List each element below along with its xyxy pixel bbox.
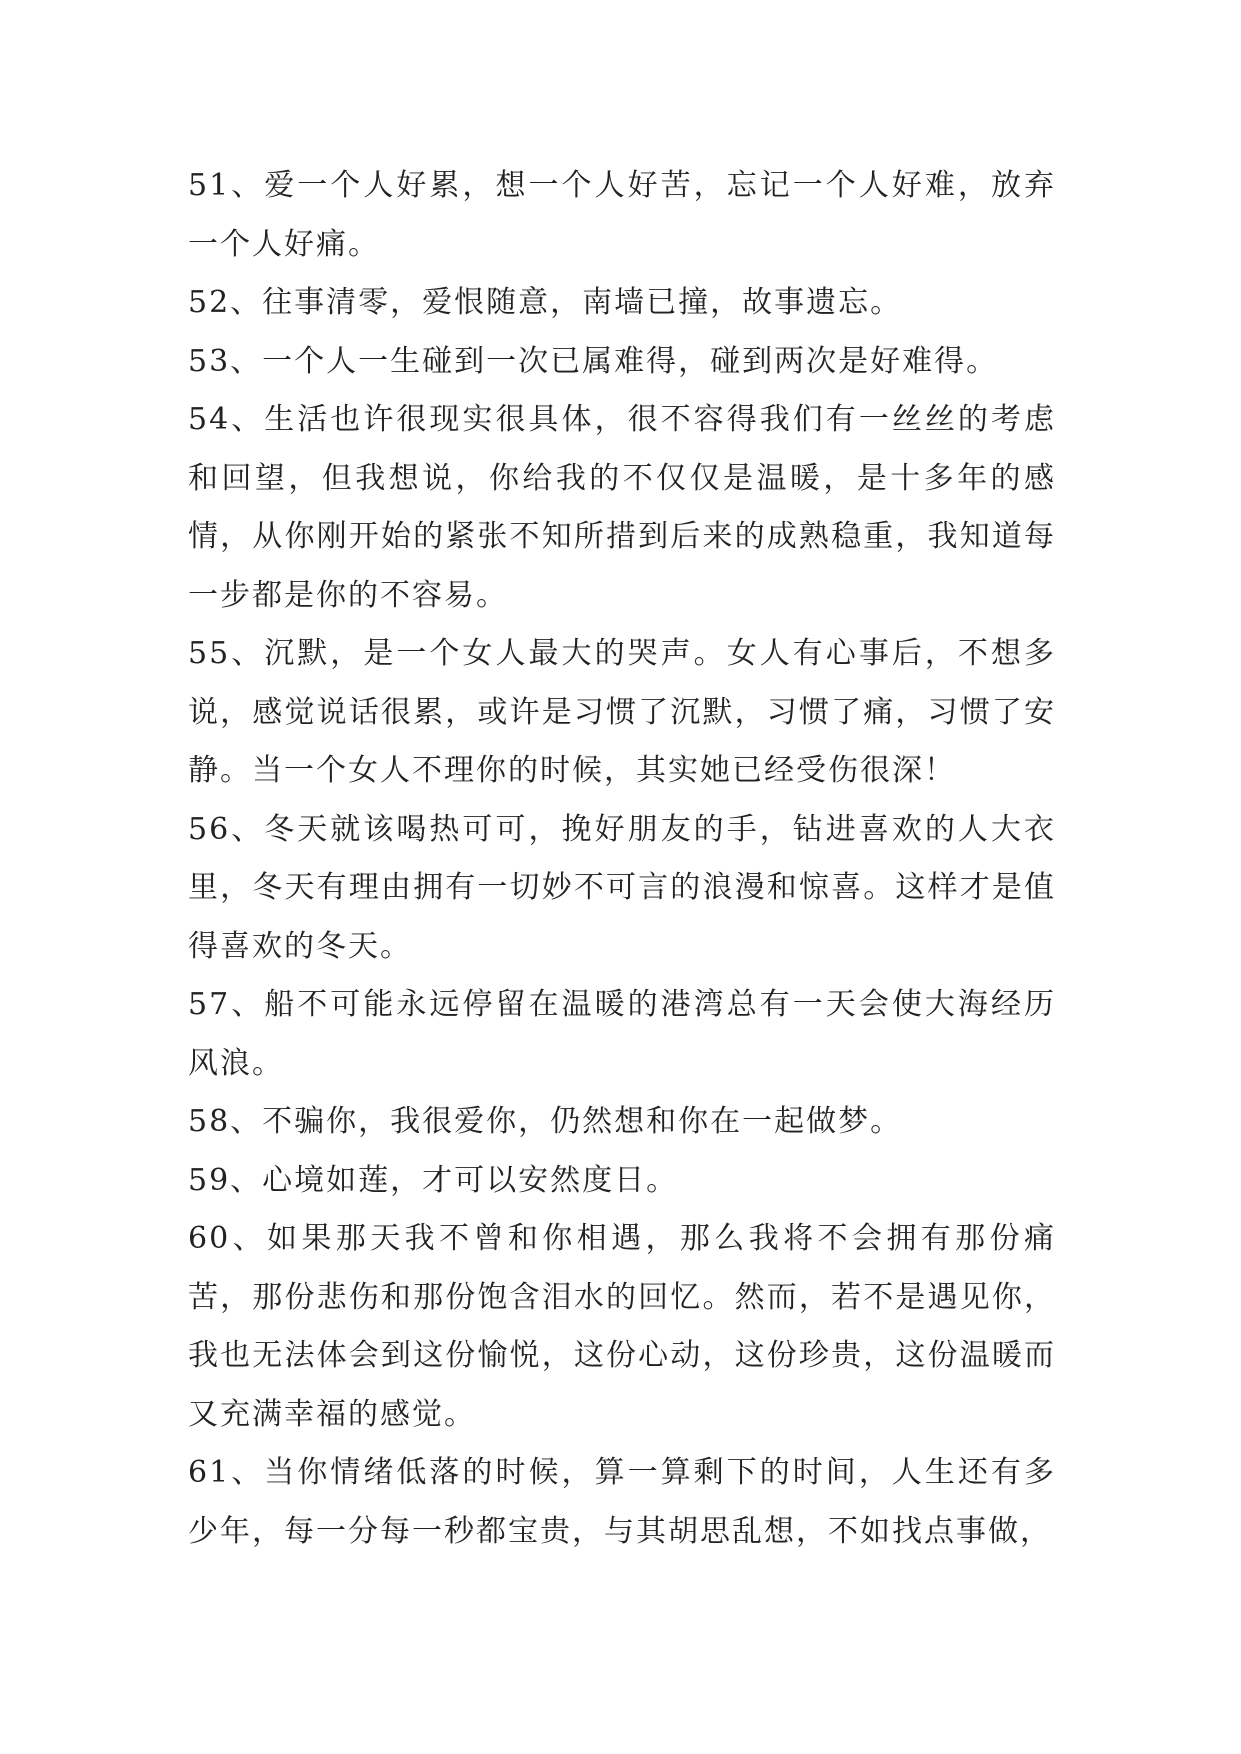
- paragraph-58: 58、不骗你，我很爱你，仍然想和你在一起做梦。: [188, 1104, 903, 1139]
- paragraph-57: 57、船不可能永远停留在温暖的港湾总有一天会使大海经历风浪。: [188, 987, 1056, 1081]
- paragraph-54: 54、生活也许很现实很具体，很不容得我们有一丝丝的考虑和回望，但我想说，你给我的不仅仅是温暖，是十多年的感情，从你刚开始的紧张不知所措到后来的成熟稳重，我知道每一步都是你的不容易。: [188, 402, 1056, 613]
- document-body: [188, 157, 1056, 1561]
- paragraph-52: 52、往事清零，爱恨随意，南墙已撞，故事遗忘。: [188, 285, 903, 320]
- paragraph-51: 51、爱一个人好累，想一个人好苦，忘记一个人好难，放弃一个人好痛。: [188, 168, 1056, 262]
- paragraph-53: 53、一个人一生碰到一次已属难得，碰到两次是好难得。: [188, 343, 999, 379]
- paragraph-55: 55、沉默，是一个女人最大的哭声。女人有心事后，不想多说，感觉说话很累，或许是习惯了沉默，习惯了痛，习惯了安静。当一个女人不理你的时候，其实她已经受伤很深！: [188, 636, 1056, 788]
- paragraph-60: 60、如果那天我不曾和你相遇，那么我将不会拥有那份痛苦，那份悲伤和那份饱含泪水的回忆。然而，若不是遇见你，我也无法体会到这份愉悦，这份心动，这份珍贵，这份温暖而又充满幸福的感觉。: [188, 1221, 1056, 1432]
- paragraph-59: 59、心境如莲，才可以安然度日。: [188, 1162, 679, 1198]
- paragraph-61: 61、当你情绪低落的时候，算一算剩下的时间，人生还有多少年，每一分每一秒都宝贵，与其胡思乱想，不如找点事做，: [188, 1455, 1056, 1549]
- paragraph-56: 56、冬天就该喝热可可，挽好朋友的手，钻进喜欢的人大衣里，冬天有理由拥有一切妙不可言的浪漫和惊喜。这样才是值得喜欢的冬天。: [188, 811, 1056, 964]
